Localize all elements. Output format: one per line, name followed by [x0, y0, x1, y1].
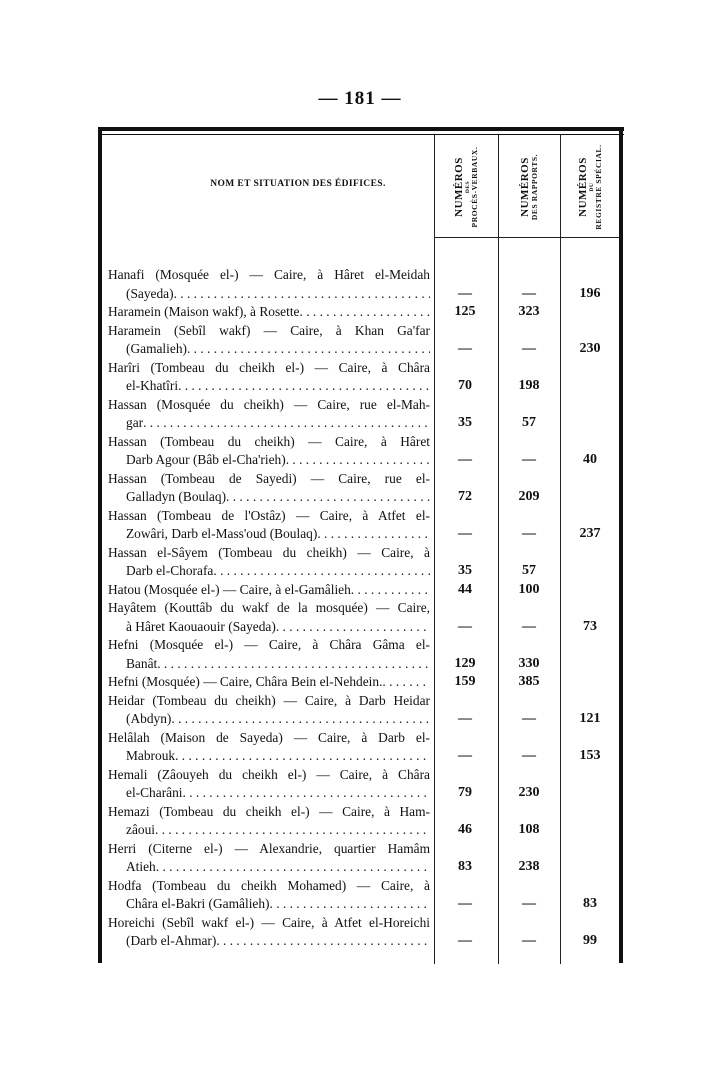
rapport-number: 57 [522, 415, 536, 430]
table-row [98, 599, 624, 636]
dot-leader [270, 895, 430, 914]
edifice-line-text: Darb Agour (Bâb el-Cha'rieh) [126, 452, 286, 467]
edifice-line: Hemazi (Tombeau du cheikh el-) — Caire, à Ham- [108, 803, 430, 819]
edifice-line: Hassan (Tombeau de Sayedi) — Caire, rue el- [108, 470, 430, 486]
registre-number: 40 [583, 452, 597, 467]
table-row [98, 877, 624, 914]
header-name-column: NOM ET SITUATION DES ÉDIFICES. [210, 179, 386, 189]
edifice-line: Hefni (Mosquée el-) — Caire, à Châra Gâma el- [108, 637, 430, 652]
edifice-line-text: (Gamalieh) [126, 341, 187, 356]
edifice-name [108, 840, 430, 877]
registre-number: 237 [579, 526, 601, 541]
table-row [98, 636, 624, 673]
edifice-name [108, 766, 430, 803]
edifice-line: Hassan (Tombeau de l'Ostâz) — Caire, à Atfet el- [108, 507, 430, 523]
edifice-line-last [108, 655, 430, 674]
edifice-line-last [108, 414, 430, 433]
rapport-number: 385 [518, 674, 540, 689]
edifice-line-text: Banât [126, 655, 158, 671]
rapport-number: 108 [518, 822, 540, 837]
table-row [98, 303, 624, 322]
edifice-line-text: Hefni (Mosquée) — Caire, Châra Bein el-Nehdein. [108, 674, 383, 689]
edifice-line-last [108, 525, 430, 544]
proces-verbal-number: 35 [458, 563, 472, 578]
table-row [98, 840, 624, 877]
rapport-number: — [522, 618, 536, 634]
edifice-line-text: Haramein (Maison wakf), à Rosette [108, 304, 300, 319]
dot-leader [143, 414, 430, 433]
registre-number: 121 [579, 711, 601, 726]
edifice-line-text: Mabrouk [126, 748, 176, 763]
proces-verbal-number: 35 [458, 415, 472, 430]
edifice-line: Hemali (Zâouyeh du cheikh el-) — Caire, à Châra [108, 766, 430, 782]
header-line: NUMÉROS [518, 157, 531, 217]
edifice-line: Hayâtem (Kouttâb du wakf de la mosquée) — Caire, [108, 600, 430, 615]
edifice-line-last [108, 673, 430, 692]
rapport-number: 57 [522, 563, 536, 578]
table-row [98, 266, 624, 303]
rapport-number: — [522, 341, 536, 356]
table-row [98, 914, 624, 951]
edifice-line-last [108, 562, 430, 581]
dot-leader [156, 858, 430, 877]
rapport-number: 230 [518, 785, 540, 800]
registre-number: 153 [579, 748, 601, 763]
dot-leader [276, 618, 430, 637]
proces-verbal-number: 46 [458, 822, 472, 837]
dot-leader [171, 710, 430, 729]
edifice-name [108, 581, 430, 600]
edifice-name [108, 303, 430, 322]
edifice-line-text: el-Charâni [126, 785, 183, 800]
edifice-line: Harîri (Tombeau du cheikh el-) — Caire, à Châra [108, 359, 430, 375]
edifice-line-last [108, 710, 430, 729]
edifice-line-text: el-Khatîri [126, 378, 179, 393]
header-line: DES [464, 180, 471, 194]
rapport-number: 100 [518, 581, 540, 597]
edifice-line-last [108, 618, 430, 637]
edifice-name [108, 692, 430, 729]
dot-leader [216, 932, 430, 951]
edifice-line: Haramein (Sebîl wakf) — Caire, à Khan Ga'far [108, 322, 430, 338]
edifice-line-last [108, 303, 430, 322]
rapport-number: 238 [518, 859, 540, 874]
table-row [98, 396, 624, 433]
edifice-line-last [108, 784, 430, 803]
edifice-line: Hassan (Mosquée du cheikh) — Caire, rue el-Mah- [108, 396, 430, 412]
proces-verbal-number: — [458, 896, 472, 911]
edifice-line-last [108, 895, 430, 914]
edifice-line-last [108, 932, 430, 951]
dot-leader [155, 821, 430, 840]
dot-leader [174, 285, 430, 304]
dot-leader [286, 451, 430, 470]
table-row [98, 470, 624, 507]
rapport-number: 198 [518, 378, 540, 393]
edifice-line-text: gar [126, 415, 144, 430]
table-row [98, 673, 624, 692]
dot-leader [157, 655, 430, 674]
edifice-line-text: (Darb el-Ahmar) [126, 933, 217, 948]
registre-number: 196 [579, 285, 601, 301]
proces-verbal-number: — [458, 618, 472, 634]
header-line: REGISTRE SPÉCIAL. [593, 144, 603, 230]
header-rapports [498, 135, 560, 239]
dot-leader [226, 488, 430, 507]
edifice-line: Hassan (Tombeau du cheikh) — Caire, à Hâret [108, 433, 430, 449]
rapport-number: — [522, 933, 536, 948]
edifice-line-last [108, 340, 430, 359]
dot-leader [187, 340, 430, 359]
header-line: NUMÉROS [576, 157, 589, 217]
table-row [98, 507, 624, 544]
table-row [98, 692, 624, 729]
header-line: DES RAPPORTS. [529, 153, 539, 221]
edifice-line: Helâlah (Maison de Sayeda) — Caire, à Darb el- [108, 729, 430, 745]
edifice-name [108, 599, 430, 636]
proces-verbal-number: — [458, 711, 472, 726]
edifice-line-last [108, 377, 430, 396]
proces-verbal-number: 125 [454, 304, 476, 319]
table-top-rule [98, 127, 624, 131]
edifice-line: Heidar (Tombeau du cheikh) — Caire, à Darb Heidar [108, 692, 430, 708]
table-row [98, 544, 624, 581]
proces-verbal-number: — [458, 341, 472, 356]
dot-leader [178, 377, 430, 396]
edifice-line-text: Atieh [126, 859, 156, 874]
dot-leader [183, 784, 430, 803]
edifice-line-text: à Hâret Kaouaouir (Sayeda) [126, 618, 276, 634]
edifice-line-text: (Abdyn) [126, 711, 172, 726]
rapport-number: — [522, 896, 536, 911]
dot-leader [317, 525, 430, 544]
edifice-name [108, 396, 430, 433]
rapport-number: 209 [518, 489, 540, 504]
edifice-name [108, 914, 430, 951]
proces-verbal-number: 83 [458, 859, 472, 874]
registre-number: 230 [579, 341, 601, 356]
rapport-number: 330 [518, 655, 540, 671]
edifice-name [108, 322, 430, 359]
proces-verbal-number: 129 [454, 655, 476, 671]
rapport-number: — [522, 711, 536, 726]
edifice-line-last [108, 858, 430, 877]
edifice-line-text: Darb el-Chorafa [126, 563, 214, 578]
edifice-line: Hanafi (Mosquée el-) — Caire, à Hâret el-Meidah [108, 267, 430, 282]
edifice-name [108, 544, 430, 581]
edifice-name [108, 266, 430, 303]
proces-verbal-number: — [458, 526, 472, 541]
edifice-line: Hodfa (Tombeau du cheikh Mohamed) — Caire, à [108, 877, 430, 893]
edifice-line: Horeichi (Sebîl wakf el-) — Caire, à Atfet el-Horeichi [108, 914, 430, 930]
table-row [98, 359, 624, 396]
table-row [98, 729, 624, 766]
edifice-line-last [108, 451, 430, 470]
table-row [98, 766, 624, 803]
page-number: — 181 — [318, 88, 402, 109]
table-row [98, 581, 624, 600]
rapport-number: — [522, 452, 536, 467]
edifice-line-text: Hatou (Mosquée el-) — Caire, à el-Gamâlieh [108, 581, 351, 597]
edifice-name [108, 877, 430, 914]
edifice-line-last [108, 285, 430, 304]
edifice-name [108, 507, 430, 544]
edifice-name [108, 729, 430, 766]
edifice-line-text: Châra el-Bakri (Gamâlieh) [126, 896, 270, 911]
edifice-line: Herri (Citerne el-) — Alexandrie, quartier Hamâm [108, 840, 430, 856]
proces-verbal-number: — [458, 285, 472, 301]
rapport-number: 323 [518, 304, 540, 319]
edifice-name [108, 470, 430, 507]
header-line: PROCÈS-VERBAUX. [469, 146, 479, 228]
edifice-line-last [108, 747, 430, 766]
proces-verbal-number: 44 [458, 581, 472, 597]
header-proces-verbaux [434, 135, 498, 239]
table-row [98, 803, 624, 840]
edifice-line-text: (Sayeda) [126, 285, 174, 301]
dot-leader [300, 303, 431, 322]
edifice-name [108, 359, 430, 396]
edifice-line-last [108, 581, 430, 600]
registre-number: 83 [583, 896, 597, 911]
edifice-line-last [108, 488, 430, 507]
proces-verbal-number: 159 [454, 674, 476, 689]
edifice-line-text: Galladyn (Boulaq) [126, 489, 227, 504]
edifice-line-last [108, 821, 430, 840]
proces-verbal-number: — [458, 452, 472, 467]
header-line: DU [588, 182, 595, 192]
proces-verbal-number: 72 [458, 489, 472, 504]
edifice-name [108, 673, 430, 692]
proces-verbal-number: 70 [458, 378, 472, 393]
dot-leader [382, 673, 430, 692]
header-registre-special [560, 135, 620, 239]
monument-table [98, 127, 624, 965]
proces-verbal-number: — [458, 748, 472, 763]
table-row [98, 433, 624, 470]
proces-verbal-number: — [458, 933, 472, 948]
edifice-line: Hassan el-Sâyem (Tombeau du cheikh) — Caire, à [108, 544, 430, 560]
registre-number: 99 [583, 933, 597, 948]
proces-verbal-number: 79 [458, 785, 472, 800]
dot-leader [213, 562, 430, 581]
edifice-name [108, 433, 430, 470]
dot-leader [175, 747, 430, 766]
edifice-name [108, 636, 430, 673]
rapport-number: — [522, 748, 536, 763]
edifice-line-text: zâoui [126, 822, 155, 837]
edifice-line-text: Zowâri, Darb el-Mass'oud (Boulaq) [126, 526, 318, 541]
table-row [98, 322, 624, 359]
dot-leader [351, 581, 430, 600]
rapport-number: — [522, 526, 536, 541]
rapport-number: — [522, 285, 536, 301]
edifice-name [108, 803, 430, 840]
registre-number: 73 [583, 618, 597, 634]
header-line: NUMÉROS [452, 157, 465, 217]
